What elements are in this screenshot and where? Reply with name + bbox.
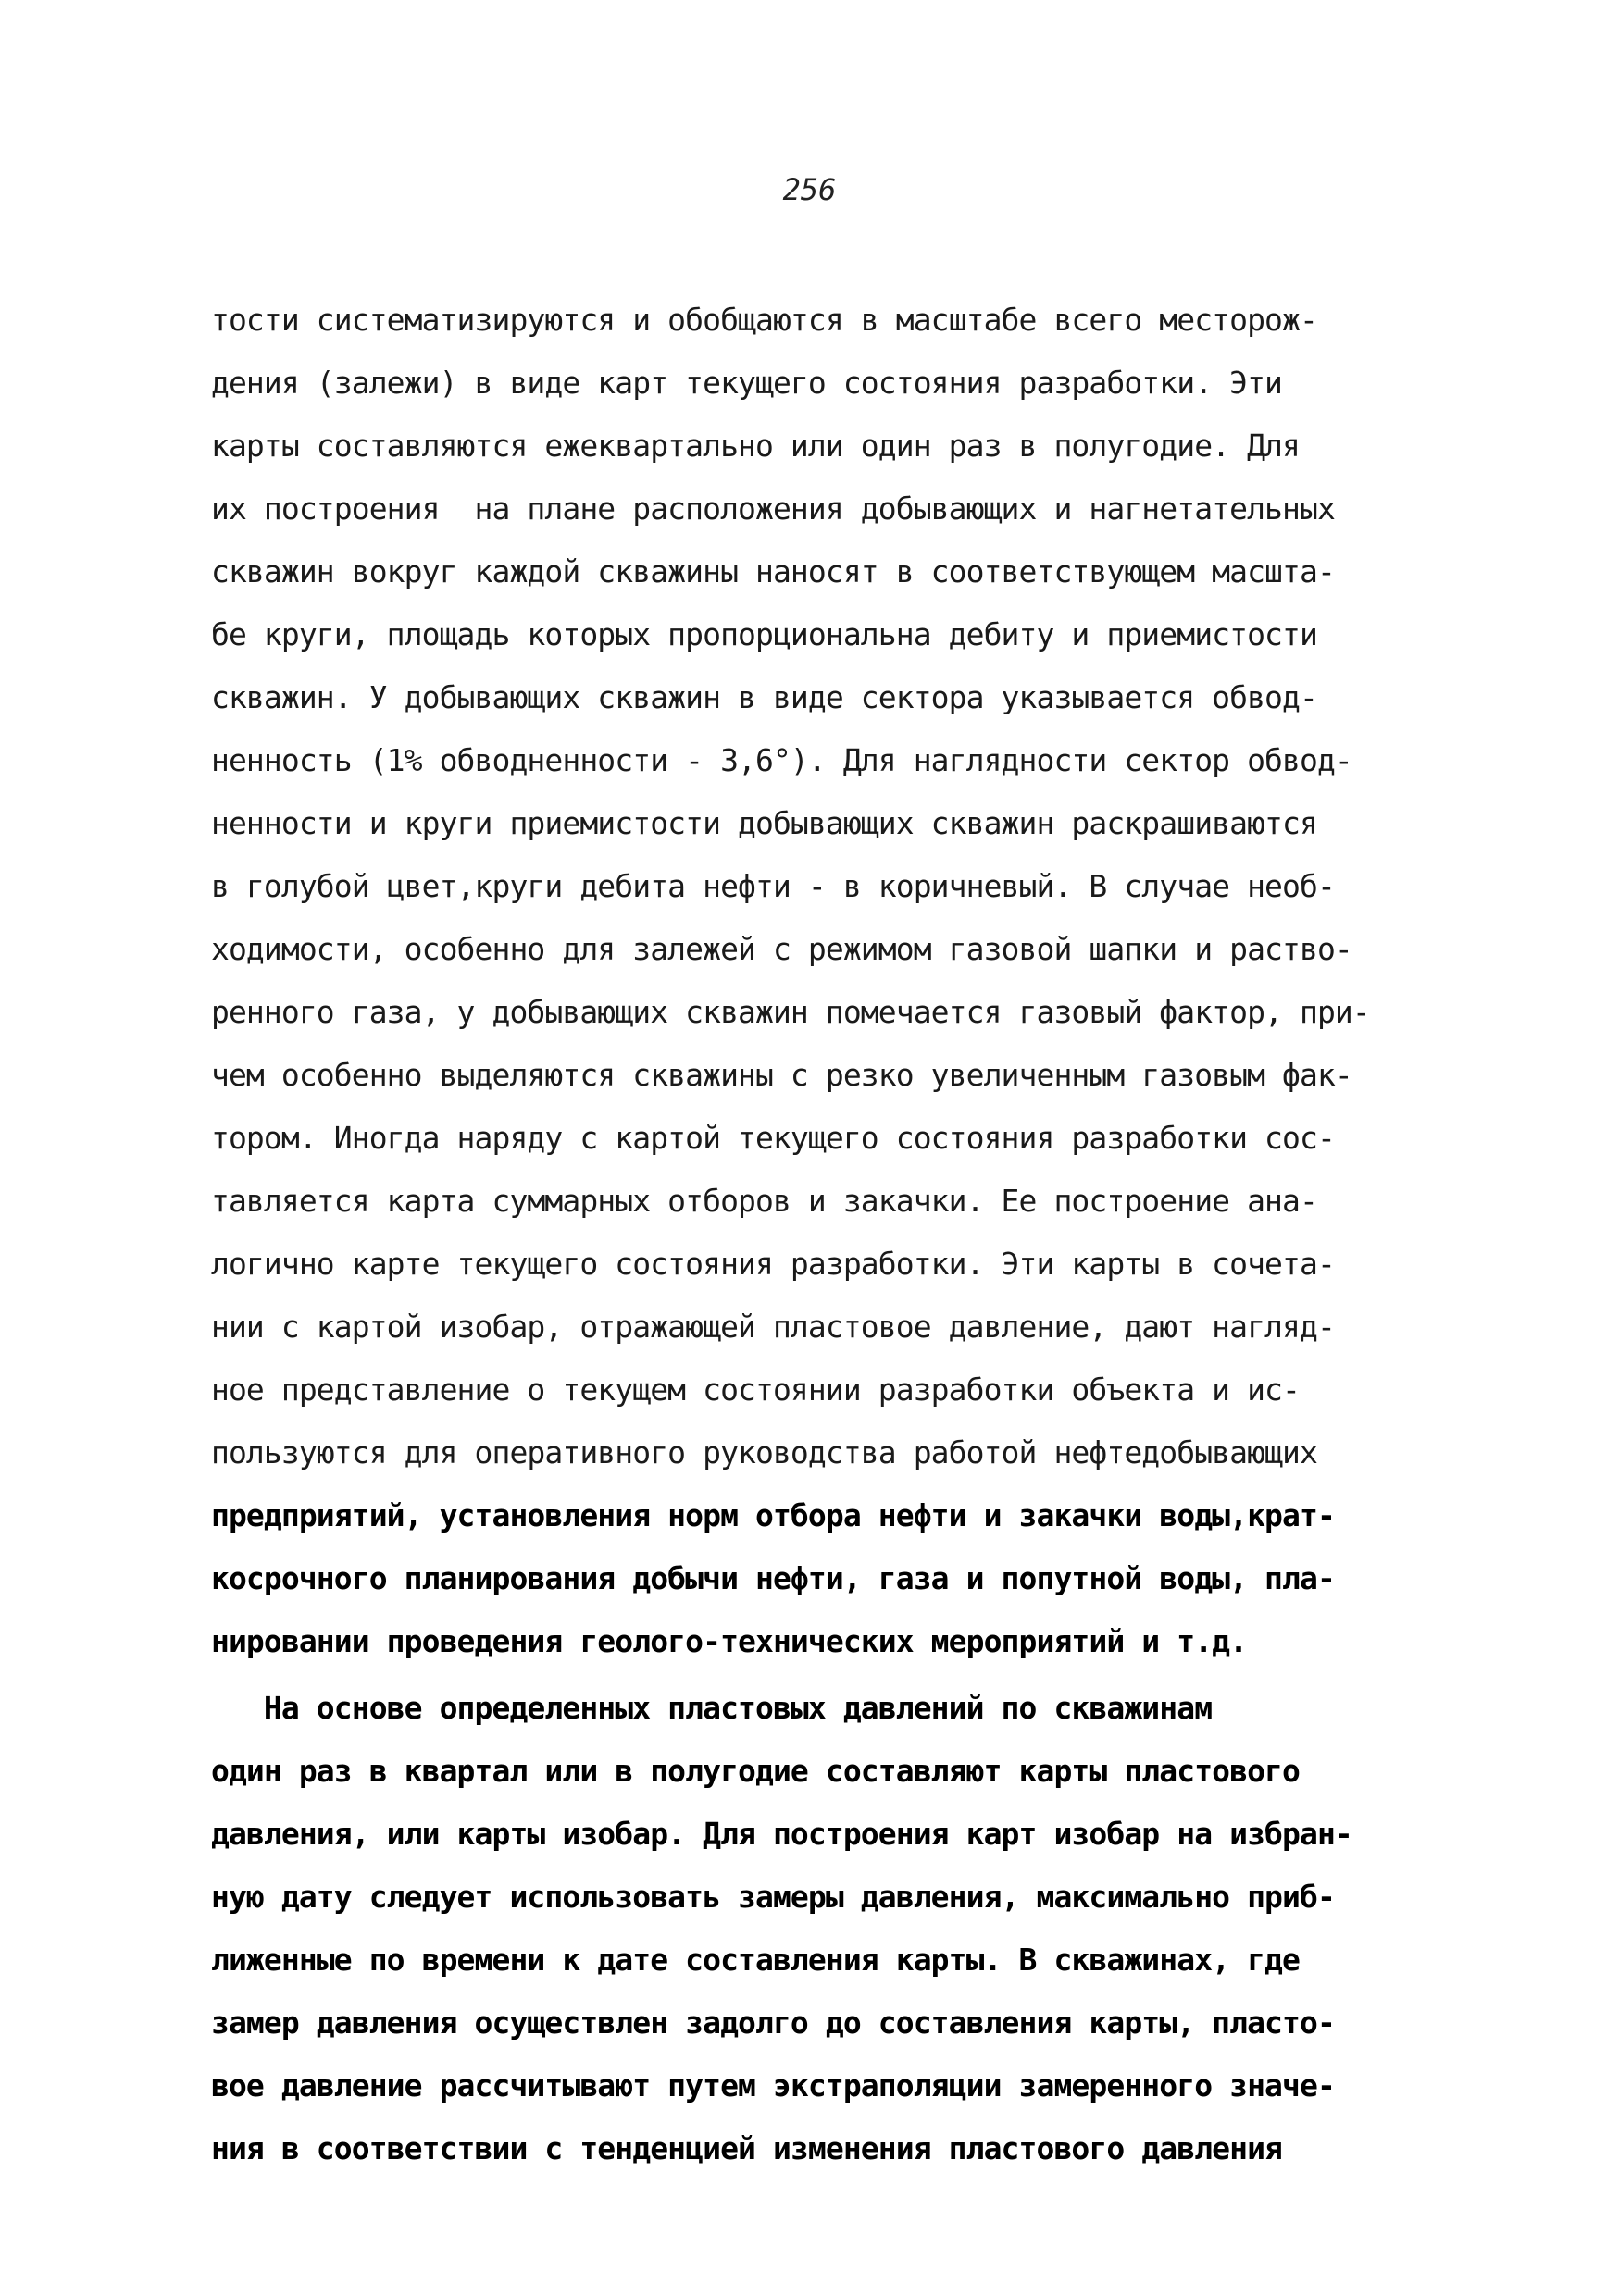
- text-line: их построения на плане расположения добывающих и нагнетательных: [211, 490, 1335, 527]
- page-number: 256: [782, 172, 837, 207]
- text-line: ное представление о текущем состоянии разработки объекта и ис-: [211, 1371, 1300, 1408]
- paragraph-1: [211, 289, 1442, 1673]
- text-line: ходимости, особенно для залежей с режимом газовой шапки и раство-: [211, 931, 1352, 967]
- text-line: вое давление рассчитывают путем экстраполяции замеренного значе-: [211, 2067, 1335, 2104]
- text-line: ненности и круги приемистости добывающих скважин раскрашиваются: [211, 805, 1317, 841]
- text-line: тости систематизируются и обобщаются в масштабе всего месторож-: [211, 302, 1317, 338]
- text-line: ную дату следует использовать замеры давления, максимально приб-: [211, 1879, 1335, 1915]
- text-line: тором. Иногда наряду с картой текущего состояния разработки сос-: [211, 1120, 1335, 1156]
- text-line: карты составляются ежеквартально или один раз в полугодие. Для: [211, 428, 1300, 464]
- text-line: На основе определенных пластовых давлений по скважинам: [211, 1690, 1213, 1726]
- text-line: в голубой цвет,круги дебита нефти - в коричневый. В случае необ-: [211, 868, 1335, 904]
- text-line: логично карте текущего состояния разработки. Эти карты в сочета-: [211, 1246, 1335, 1282]
- paragraph-2: [211, 1677, 1442, 2180]
- text-line: лиженные по времени к дате составления карты. В скважинах, где: [211, 1942, 1300, 1978]
- text-line: дения (залежи) в виде карт текущего состояния разработки. Эти: [211, 365, 1283, 401]
- text-line: замер давления осуществлен задолго до составления карты, пласто-: [211, 2004, 1335, 2041]
- text-line: предприятий, установления норм отбора нефти и закачки воды,крат-: [211, 1497, 1335, 1533]
- text-line: косрочного планирования добычи нефти, газа и попутной воды, пла-: [211, 1560, 1335, 1596]
- text-line: нии с картой изобар, отражающей пластовое давление, дают нагляд-: [211, 1309, 1335, 1345]
- text-line: тавляется карта суммарных отборов и закачки. Ее построение ана-: [211, 1183, 1317, 1219]
- text-line: чем особенно выделяются скважины с резко увеличенным газовым фак-: [211, 1057, 1352, 1093]
- text-line: ния в соответствии с тенденцией изменения пластового давления: [211, 2130, 1283, 2166]
- text-line: ренного газа, у добывающих скважин помечается газовый фактор, при-: [211, 994, 1370, 1030]
- body-text: [211, 289, 1442, 2180]
- text-line: бе круги, площадь которых пропорциональна дебиту и приемистости: [211, 616, 1317, 652]
- text-line: один раз в квартал или в полугодие составляют карты пластового: [211, 1753, 1300, 1789]
- text-line: нировании проведения геолого-технических мероприятий и т.д.: [211, 1623, 1248, 1659]
- text-line: скважин. У добывающих скважин в виде сектора указывается обвод-: [211, 679, 1317, 715]
- text-line: ненность (1% обводненности - 3,6°). Для наглядности сектор обвод-: [211, 742, 1352, 778]
- text-line: пользуются для оперативного руководства работой нефтедобывающих: [211, 1434, 1317, 1471]
- text-line: скважин вокруг каждой скважины наносят в соответствующем масшта-: [211, 553, 1335, 590]
- text-line: давления, или карты изобар. Для построения карт изобар на избран-: [211, 1816, 1352, 1852]
